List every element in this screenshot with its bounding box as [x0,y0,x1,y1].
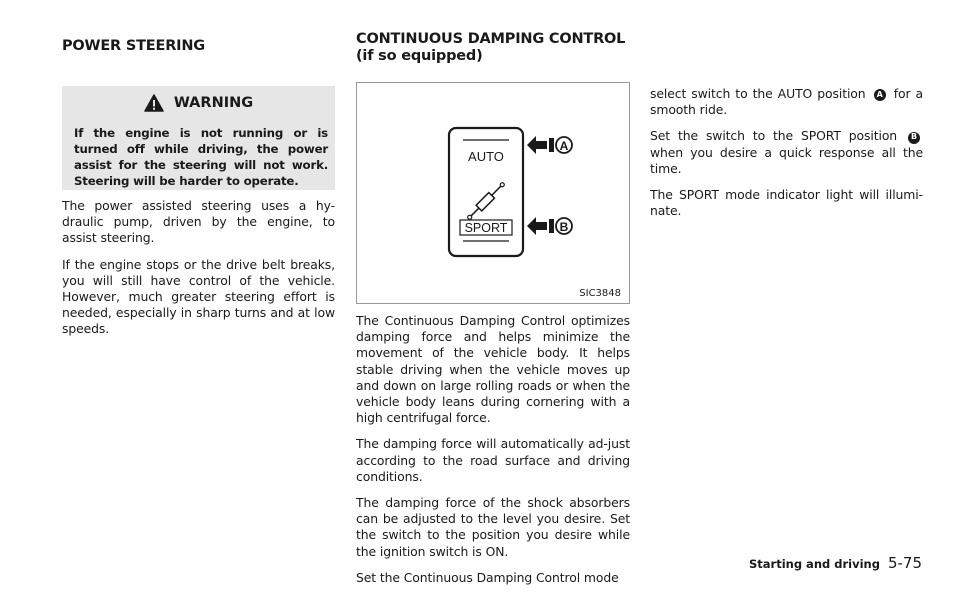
section-heading-damping-control: CONTINUOUS DAMPING CONTROL (if so equipped) [356,31,626,64]
warning-box [62,86,335,190]
paragraph: If the engine stops or the drive belt breaks, you will still have control of the vehicle. However, much greater steering effort is needed, especially in sharp turns and at low speeds. [62,256,335,337]
section-heading-power-steering: POWER STEERING [62,38,206,54]
text-span: select switch to the AUTO position [650,86,866,101]
switch-figure [356,82,630,304]
left-column-body [62,198,335,348]
marker-a-icon: A [874,89,886,101]
paragraph: The power assisted steering uses a hy-draulic pump, driven by the engine, to assist steering. [62,198,335,246]
text-span: when you desire a quick response all the time. [650,144,923,176]
page-footer [749,554,922,572]
paragraph: The Continuous Damping Control optimizes damping force and helps minimize the movement of the vehicle body. It helps stable driving when the vehicle moves up and down on large rolling roads or when the vehicle body leans during cornering with a high centrifugal force. [356,313,630,426]
warning-header [62,94,335,112]
page-number: 5-75 [887,554,922,572]
callout-b-label: B [559,220,569,234]
marker-b-icon: B [908,132,920,144]
sport-label: SPORT [464,221,508,235]
damping-switch-illustration [357,83,629,303]
paragraph-auto-position [650,86,923,118]
right-column-body [650,86,923,229]
warning-title: WARNING [173,95,254,111]
auto-label: AUTO [468,149,504,164]
figure-caption: SIC3848 [579,288,621,299]
warning-text: If the engine is not running or is turned off while driving, the power assist for the steering will not work. Steering will be harder to operate. [74,126,328,188]
switch-housing [449,128,523,256]
paragraph: Set the Continuous Damping Control mode [356,569,619,585]
callout-a-label: A [559,139,569,153]
paragraph: The SPORT mode indicator light will illumi-nate. [650,187,923,219]
text-span: Set the switch to the SPORT position [650,128,898,144]
footer-section-name: Starting and driving [748,557,880,571]
warning-triangle-icon [144,94,164,112]
paragraph-sport-position [650,128,923,177]
middle-column-body [356,313,630,596]
paragraph: The damping force of the shock absorbers can be adjusted to the level you desire. Set the switch to the position you desire while the ignition switch is ON. [356,495,630,559]
paragraph: The damping force will automatically ad-just according to the road surface and driving conditions. [356,436,630,484]
text-span: for a smooth ride. [650,86,924,118]
